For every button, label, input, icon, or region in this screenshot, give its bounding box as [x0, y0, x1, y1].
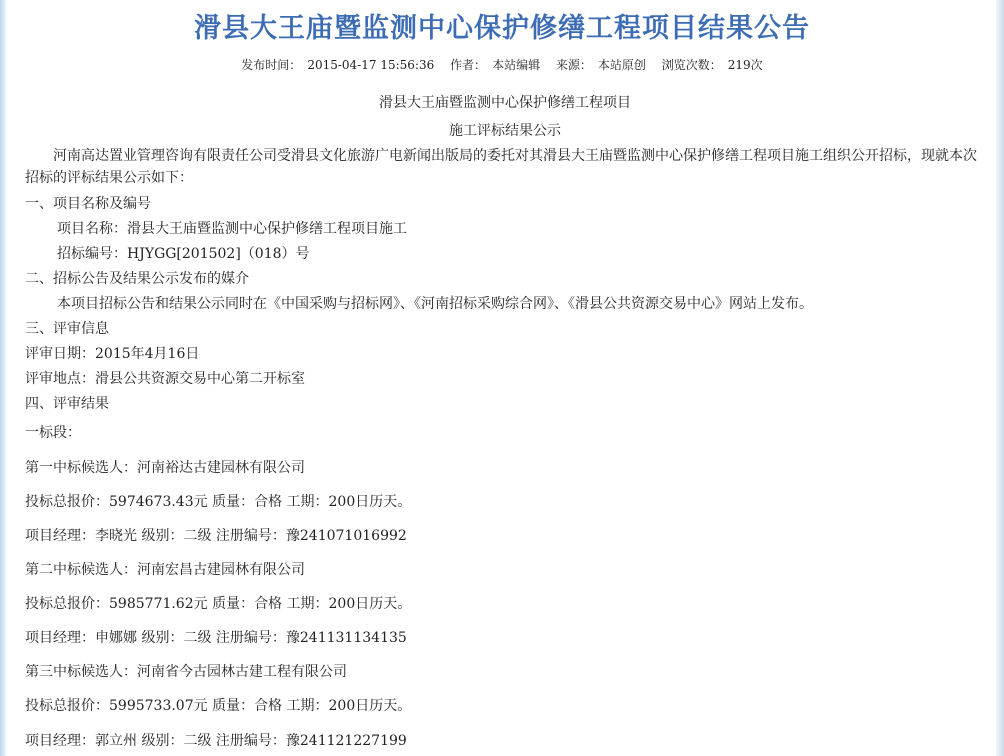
candidate-manager: 项目经理：李晓光 级别：二级 注册编号：豫241071016992 — [25, 528, 407, 544]
section-heading: 四、评审结果 — [25, 396, 109, 412]
right-decor-band — [996, 0, 1004, 756]
article-meta — [0, 56, 1004, 73]
project-name: 项目名称：滑县大王庙暨监测中心保护修缮工程项目施工 — [57, 221, 407, 237]
author: 作者： 本站编辑 — [450, 58, 541, 72]
intro-paragraph: 河南高达置业管理咨询有限责任公司受滑县文化旅游广电新闻出版局的委托对其滑县大王庙暨监测中心保护修缮工程项目施工组织公开招标，现就本次招标的评标结果公示如下： — [25, 148, 977, 186]
source: 来源： 本站原创 — [555, 58, 646, 72]
candidate-name: 第一中标候选人：河南裕达古建园林有限公司 — [25, 460, 305, 476]
subtitle-1: 滑县大王庙暨监测中心保护修缮工程项目 — [379, 95, 631, 111]
candidate-price: 投标总报价：5974673.43元 质量：合格 工期：200日历天。 — [25, 494, 412, 510]
candidate-price: 投标总报价：5985771.62元 质量：合格 工期：200日历天。 — [25, 596, 412, 612]
left-decor-band — [0, 0, 6, 756]
review-place: 评审地点：滑县公共资源交易中心第二开标室 — [25, 371, 305, 387]
page-title: 滑县大王庙暨监测中心保护修缮工程项目结果公告 — [194, 13, 810, 44]
view-count: 浏览次数： 219次 — [661, 58, 763, 72]
subtitle-2: 施工评标结果公示 — [449, 123, 561, 139]
candidate-manager: 项目经理：郭立州 级别：二级 注册编号：豫241121227199 — [25, 733, 407, 749]
review-date: 评审日期：2015年4月16日 — [25, 346, 200, 362]
candidate-manager: 项目经理：申娜娜 级别：二级 注册编号：豫241131134135 — [25, 630, 407, 646]
section-heading: 二、招标公告及结果公示发布的媒介 — [25, 271, 249, 287]
publish-time: 发布时间： 2015-04-17 15:56:36 — [241, 58, 435, 72]
lot-label: 一标段： — [25, 425, 81, 441]
project-code: 招标编号：HJYGG[201502]（018）号 — [57, 246, 310, 262]
candidate-name: 第二中标候选人：河南宏昌古建园林有限公司 — [25, 562, 305, 578]
candidate-name: 第三中标候选人：河南省今古园林古建工程有限公司 — [25, 664, 347, 680]
section-heading: 一、项目名称及编号 — [25, 196, 151, 212]
media-paragraph: 本项目招标公告和结果公示同时在《中国采购与招标网》、《河南招标采购综合网》、《滑县公共资源交易中心》网站上发布。 — [57, 296, 813, 312]
section-heading: 三、评审信息 — [25, 321, 109, 337]
candidate-price: 投标总报价：5995733.07元 质量：合格 工期：200日历天。 — [25, 698, 412, 714]
